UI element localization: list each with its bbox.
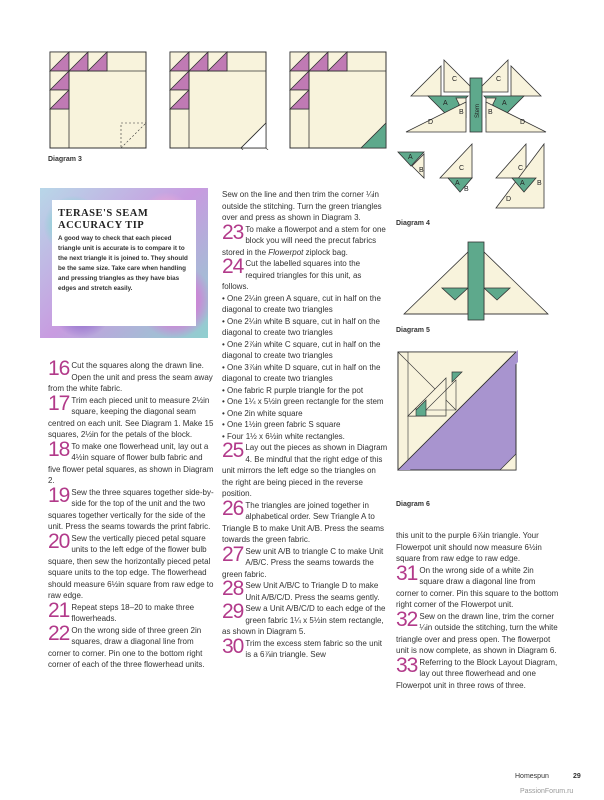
label-b-lower-left: B (419, 167, 424, 174)
step-16 (48, 357, 214, 395)
step-text: Lay out the pieces as shown in Diagram 4. Be mindful that the right edge of this unit mirrors the left edge so the triangles on the right are being pieced in the reverse position. (222, 443, 388, 498)
cutting-list-item: • One 3⅞in white D square, cut in half on the diagonal to create two triangles (222, 362, 381, 383)
cutting-list-item: • One 1¼ x 5½in green rectangle for the stem (222, 397, 384, 406)
label-b-lower-right: B (537, 180, 542, 187)
cutting-list-item: • One 1½in green fabric S square (222, 420, 341, 429)
step-text: Cut the squares along the drawn line. Open the unit and press the seam away from the white fabric. (48, 361, 213, 393)
column-3-intro: this unit to the purple 6⅞in triangle. Your Flowerpot unit should now measure 6½in square from raw edge to raw edge. (396, 531, 542, 563)
step-text: Trim each pieced unit to measure 2½in square, keeping the diagonal seam centred on each unit. See Diagram 1. Make 15 squares, 2½in for the petals of the block. (48, 395, 214, 439)
step-text: Sew unit A/B to triangle C to make Unit A/B/C. Press the seams towards the green fabric. (222, 546, 384, 579)
step-text: The triangles are joined together in alphabetical order. Sew Triangle A to Triangle B to make Unit A/B. Press the seams towards the green fabric. (222, 500, 384, 544)
cutting-list-item: • Four 1½ x 6½in white rectangles. (222, 431, 345, 441)
step-20 (48, 529, 214, 602)
column-2-intro: Sew on the line and then trim the corner ¼in outside the stitching. Turn the green triangles over and press as shown in Diagram 3. (222, 190, 382, 222)
label-c-lower-right: C (518, 165, 524, 172)
step-number: 16 (48, 357, 70, 380)
step-number: 32 (396, 607, 418, 631)
step-23 (222, 220, 388, 259)
step-text: To make one flowerhead unit, lay out a 4½in square of flower bulb fabric and five flower petal squares, as shown in Diagram 2. (48, 441, 214, 485)
label-c-lower: C (459, 165, 465, 172)
step-19 (48, 483, 214, 533)
step-number: 20 (48, 529, 70, 553)
step-27 (222, 542, 388, 581)
label-d-lower-right: D (506, 196, 512, 203)
seam-accuracy-tip-box (40, 188, 208, 338)
column-1 (48, 357, 214, 671)
step-21 (48, 598, 214, 625)
label-a-top-right: A (502, 100, 507, 107)
tip-text: A good way to check that each pieced triangle unit is accurate is to compare it to the next triangle it is joined to. They should be the same size. Take care when handling and pressing triangles as they have bias edges and stretch easily. (58, 235, 188, 292)
step-25 (222, 439, 388, 500)
step-text: Sew the three squares together side-by-side for the top of the unit and the two squares together vertically for the side of the unit. Press the seams towards the print fabric. (48, 487, 214, 531)
step-text: Sew a Unit A/B/C/D to each edge of the green fabric 1¼ x 5½in stem rectangle, as shown in Diagram 5. (222, 604, 386, 636)
step-number: 31 (396, 561, 418, 585)
label-a-lower: A (455, 180, 460, 187)
label-b-top-left: B (459, 109, 464, 116)
step-text: Trim the excess stem fabric so the unit is a 6⅞in triangle. Sew (245, 638, 382, 659)
step-number: 25 (222, 439, 244, 462)
column-3 (396, 530, 560, 691)
label-d-top-left: D (428, 119, 434, 126)
label-c-top-left: C (452, 76, 458, 83)
step-31 (396, 561, 560, 611)
step-text: On the wrong side of three green 2in squares, draw a diagonal line from corner to corner. Pin one to the bottom right corner of each of the three flowerhead units. (48, 625, 205, 669)
diagram-4-caption: Diagram 4 (396, 220, 430, 227)
cutting-list-item: • One 2⅞in white C square, cut in half on the diagonal to create two triangles (222, 339, 381, 360)
footer-page-number: 29 (573, 773, 581, 780)
step-number: 28 (222, 577, 244, 600)
diagram-6 (396, 350, 520, 474)
step-number: 29 (222, 600, 244, 623)
step-33 (396, 653, 560, 692)
footer-magazine: Homespun (515, 773, 549, 780)
label-b-lower: B (464, 186, 469, 193)
step-text: On the wrong side of a white 2in square draw a diagonal line from corner to corner. Pin this square to the bottom right corner of the Flowerpot unit. (396, 565, 559, 609)
cutting-list-item: • One 2in white square (222, 408, 303, 418)
diagram-5-caption: Diagram 5 (396, 327, 430, 334)
step-28 (222, 577, 388, 603)
label-a-lower-right: A (520, 180, 525, 187)
label-d-top-right: D (520, 119, 526, 126)
diagram-4 (396, 48, 556, 216)
step-26 (222, 496, 388, 546)
step-number: 26 (222, 496, 244, 520)
step-18 (48, 437, 214, 487)
step-30 (222, 634, 388, 661)
flowerhead-unit-3 (290, 52, 386, 148)
label-a-top-left: A (443, 100, 448, 107)
footer-site-watermark: PassionForum.ru (520, 788, 574, 795)
cutting-list-item: • One 2¼in white B square, cut in half on the diagonal to create two triangles (222, 316, 381, 337)
step-number: 27 (222, 542, 244, 566)
step-24 (222, 255, 388, 293)
step-number: 21 (48, 598, 70, 622)
label-a-lower-left: A (408, 154, 413, 161)
step-number: 22 (48, 621, 70, 645)
step-number: 19 (48, 483, 70, 507)
step-22 (48, 621, 214, 671)
step-text: Repeat steps 18–20 to make three flowerheads. (71, 602, 195, 623)
label-b-top-right: B (488, 109, 493, 116)
tip-title: TERASE'S SEAM ACCURACY TIP (58, 208, 149, 231)
step-17 (48, 391, 214, 441)
step-text: To make a flowerpot and a stem for one block you will need the precut fabrics stored in the (222, 224, 386, 257)
step-number: 23 (222, 220, 244, 244)
diagram-3 (48, 50, 393, 150)
step-text-end: ziplock bag. (305, 247, 348, 257)
step-number: 30 (222, 634, 244, 658)
step-number: 24 (222, 255, 244, 278)
step-text: Sew Unit A/B/C to Triangle D to make Unit A/B/C/D. Press the seams gently. (245, 581, 380, 602)
label-stem: Stem (475, 103, 481, 118)
flowerhead-unit-1 (50, 52, 146, 148)
step-text: Referring to the Block Layout Diagram, lay out three flowerhead and one Flowerpot unit in three rows of three. (396, 657, 558, 690)
step-number: 33 (396, 653, 418, 677)
diagram-5 (396, 238, 556, 324)
step-number: 18 (48, 437, 70, 461)
step-text-emphasis: Flowerpot (268, 247, 304, 257)
step-text: Cut the labelled squares into the required triangles for this unit, as follows. (222, 259, 362, 291)
step-text: Sew on the drawn line, trim the corner ¼in outside the stitching, turn the white triangle over and press open. The flowerpot unit is now complete, as shown in Diagram 6. (396, 611, 558, 655)
step-text: Sew the vertically pieced petal square units to the left edge of the flower bulb square, then sew the horizontally pieced petal square units to the top edge. The flowerhead should measure 6½in square from raw edge to raw edge. (48, 533, 214, 600)
cutting-list-item: • One 2¼in green A square, cut in half on the diagonal to create two triangles (222, 293, 381, 314)
diagram-3-caption: Diagram 3 (48, 156, 82, 163)
step-29 (222, 600, 388, 638)
step-number: 17 (48, 391, 70, 415)
diagram-6-caption: Diagram 6 (396, 501, 430, 508)
cutting-list-item: • One fabric R purple triangle for the pot (222, 385, 364, 395)
flowerhead-unit-2 (170, 52, 272, 150)
step-32 (396, 607, 560, 657)
label-c-top-right: C (496, 76, 502, 83)
column-2 (222, 189, 388, 661)
